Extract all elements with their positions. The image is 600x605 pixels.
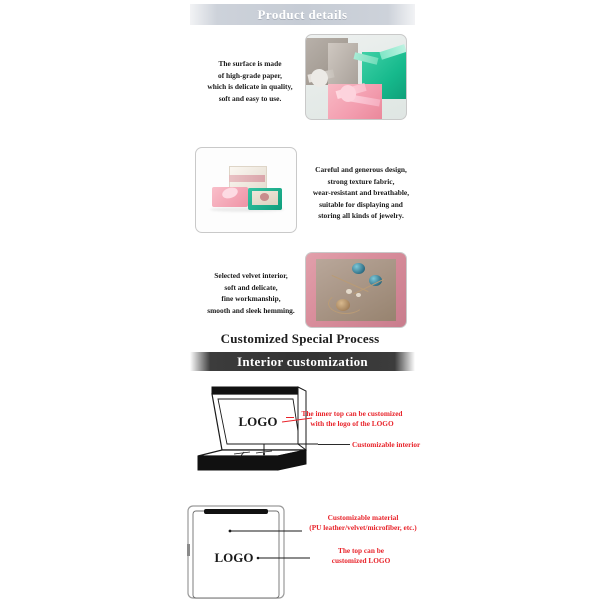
- open-box-logo-label: LOGO: [238, 414, 278, 429]
- annotation-inner-top-logo: [292, 409, 412, 430]
- feature-2-line-1: Careful and generous design,: [315, 165, 407, 174]
- necklace-earrings-in-box-photo: [305, 252, 407, 328]
- feature-2-line-5: storing all kinds of jewelry.: [318, 211, 404, 221]
- annotation-customizable-material: [296, 513, 430, 534]
- interior-customization-banner: [190, 352, 415, 371]
- leader-customizable-interior: [318, 444, 350, 445]
- feature-3-line-3: fine workmanship,: [221, 294, 281, 304]
- annotation-top-customized-logo: [306, 546, 416, 567]
- page-section-title: Customized Special Process: [220, 331, 380, 346]
- gift-boxes-with-ribbons-photo: [305, 34, 407, 120]
- three-jewelry-boxes-photo: [195, 147, 297, 233]
- annotation-customizable-interior-line-1: Customizable interior: [352, 440, 421, 449]
- feature-1-line-4: soft and easy to use.: [218, 93, 282, 103]
- annotation-top-customized-logo-line-1: The top can be: [337, 546, 384, 555]
- feature-1-line-3: which is delicate in quality,: [207, 82, 293, 92]
- annotation-customizable-material-line-2: (PU leather/velvet/microfiber, etc.): [309, 523, 417, 533]
- annotation-customizable-interior: [352, 440, 462, 450]
- feature-2-line-2: strong texture fabric,: [327, 176, 395, 186]
- annotation-top-customized-logo-line-2: customized LOGO: [331, 556, 391, 566]
- product-details-banner: [190, 4, 415, 25]
- feature-1-line-1: The surface is made: [218, 59, 282, 68]
- feature-2-line-4: suitable for displaying and: [319, 199, 403, 209]
- interior-customization-banner-label: Interior customization: [237, 353, 368, 369]
- feature-2-line-3: wear-resistant and breathable,: [312, 188, 410, 198]
- product-details-banner-label: Product details: [257, 6, 348, 22]
- top-view-logo-label: LOGO: [214, 550, 254, 565]
- feature-1-line-2: of high-grade paper,: [218, 70, 282, 80]
- feature-3-line-2: soft and delicate,: [224, 282, 278, 292]
- open-box-line-drawing: [178, 378, 318, 483]
- feature-1-text: [195, 58, 305, 104]
- feature-2-text: [305, 164, 417, 222]
- annotation-inner-top-logo-line-2: with the logo of the LOGO: [310, 419, 394, 429]
- feature-3-line-4: smooth and sleek hemming.: [207, 305, 295, 315]
- open-box-svg: [178, 378, 318, 483]
- feature-3-text: [195, 270, 307, 316]
- annotation-customizable-material-line-1: Customizable material: [327, 513, 399, 522]
- box-top-view-svg: [182, 500, 312, 600]
- feature-3-line-1: Selected velvet interior,: [214, 271, 288, 280]
- box-top-view-line-drawing: [182, 500, 312, 600]
- annotation-inner-top-logo-line-1: The inner top can be customized: [301, 409, 403, 418]
